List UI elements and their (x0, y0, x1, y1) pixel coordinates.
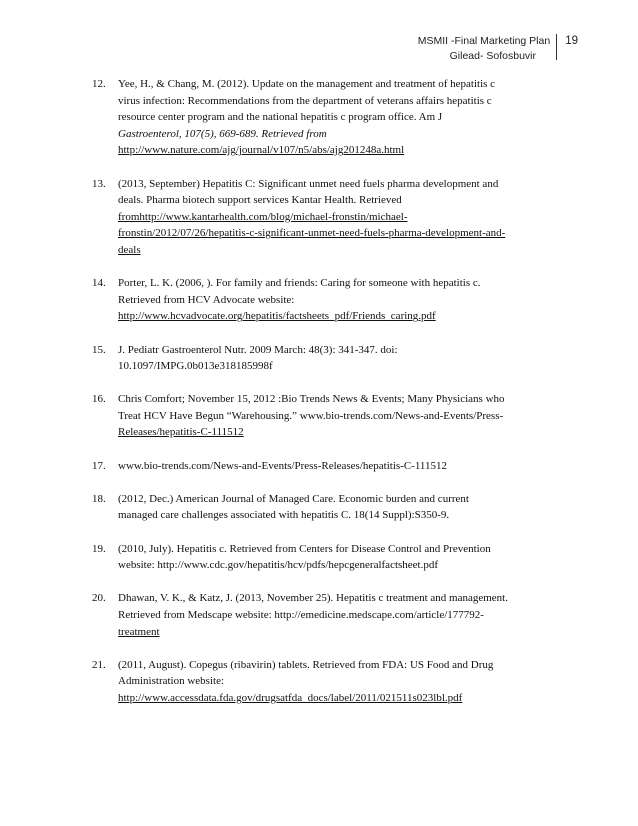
reference-line: deals. Pharma biotech support services Kantar Health. Retrieved (118, 194, 402, 207)
reference-number: 19. (92, 542, 106, 555)
reference-line: Treat HCV Have Begun “Warehousing.” www.bio-trends.com/News-and-Events/Press- (118, 409, 504, 422)
reference-line: (2013, September) Hepatitis C: Significant unmet need fuels pharma development and (118, 177, 499, 190)
reference-item-21 (92, 657, 562, 707)
reference-number: 18. (92, 492, 106, 505)
reference-line: www.bio-trends.com/News-and-Events/Press-Releases/hepatitis-C-111512 (118, 459, 448, 472)
reference-number: 17. (92, 459, 106, 472)
reference-link[interactable]: treatment (118, 625, 160, 638)
reference-item-16 (92, 391, 562, 441)
reference-line: (2010, July). Hepatitis c. Retrieved from Centers for Disease Control and Prevention (118, 542, 491, 555)
reference-number: 13. (92, 177, 106, 190)
reference-line: Yee, H., & Chang, M. (2012). Update on the management and treatment of hepatitis c (118, 78, 496, 90)
reference-line: (2011, August). Copegus (ribavirin) tablets. Retrieved from FDA: US Food and Drug (118, 658, 494, 671)
reference-link[interactable]: Releases/hepatitis-C-111512 (118, 426, 244, 439)
reference-line[interactable]: Retrieved from Medscape website: http://emedicine.medscape.com/article/177792- (118, 609, 484, 621)
reference-item-14 (92, 275, 562, 325)
reference-line: virus infection: Recommendations from the department of veterans affairs hepatitis c (118, 94, 492, 107)
page-number: 19 (565, 35, 578, 47)
reference-link[interactable]: http://www.nature.com/ajg/journal/v107/n5/abs/ajg201248a.html (118, 144, 405, 157)
reference-item-12 (92, 76, 562, 159)
reference-line: resource center program and the national hepatitis c program office. Am J (118, 111, 443, 124)
header-subtitle: Gilead- Sofosbuvir (449, 50, 536, 62)
reference-item-19 (92, 541, 562, 574)
reference-number: 12. (92, 78, 106, 90)
reference-number: 20. (92, 592, 106, 605)
reference-list (92, 76, 562, 723)
reference-line: managed care challenges associated with hepatitis C. 18(14 Suppl):S350-9. (118, 509, 450, 522)
reference-line: 10.1097/IMPG.0b013e318185998f (118, 360, 273, 373)
reference-item-17 (92, 458, 562, 475)
reference-line: Porter, L. K. (2006, ). For family and friends: Caring for someone with hepatitis c. (118, 277, 481, 290)
reference-line: Gastroenterol, 107(5), 669-689. Retrieved from (118, 127, 327, 140)
reference-number: 14. (92, 277, 106, 290)
reference-link[interactable]: fronstin/2012/07/26/hepatitis-c-significant-unmet-need-fuels-pharma-development-and- (118, 227, 506, 240)
reference-link[interactable]: fromhttp://www.kantarhealth.com/blog/michael-fronstin/michael- (118, 210, 408, 223)
reference-item-20 (92, 590, 562, 640)
reference-item-13 (92, 176, 562, 259)
header-title: MSMII -Final Marketing Plan (417, 35, 551, 47)
reference-item-15 (92, 342, 562, 375)
reference-number: 15. (92, 343, 106, 356)
page-header (418, 34, 578, 64)
reference-line: Dhawan, V. K., & Katz, J. (2013, November 25). Hepatitis c treatment and management. (118, 592, 508, 605)
reference-line: J. Pediatr Gastroenterol Nutr. 2009 March: 48(3): 341-347. doi: (118, 343, 398, 356)
reference-link[interactable]: http://www.accessdata.fda.gov/drugsatfda_docs/label/2011/021511s023lbl.pdf (118, 691, 463, 704)
reference-link[interactable]: deals (118, 243, 141, 256)
reference-line[interactable]: website: http://www.cdc.gov/hepatitis/hcv/pdfs/hepcgeneralfactsheet.pdf (118, 559, 439, 572)
reference-line: (2012, Dec.) American Journal of Managed Care. Economic burden and current (118, 492, 469, 505)
reference-number: 21. (92, 658, 106, 671)
reference-line: Retrieved from HCV Advocate website: (118, 293, 295, 306)
reference-line: Administration website: (118, 675, 225, 688)
reference-item-18 (92, 491, 562, 524)
reference-line: Chris Comfort; November 15, 2012 :Bio Trends News & Events; Many Physicians who (118, 393, 505, 406)
reference-number: 16. (92, 393, 106, 406)
reference-link[interactable]: http://www.hcvadvocate.org/hepatitis/factsheets_pdf/Friends_caring.pdf (118, 310, 436, 323)
